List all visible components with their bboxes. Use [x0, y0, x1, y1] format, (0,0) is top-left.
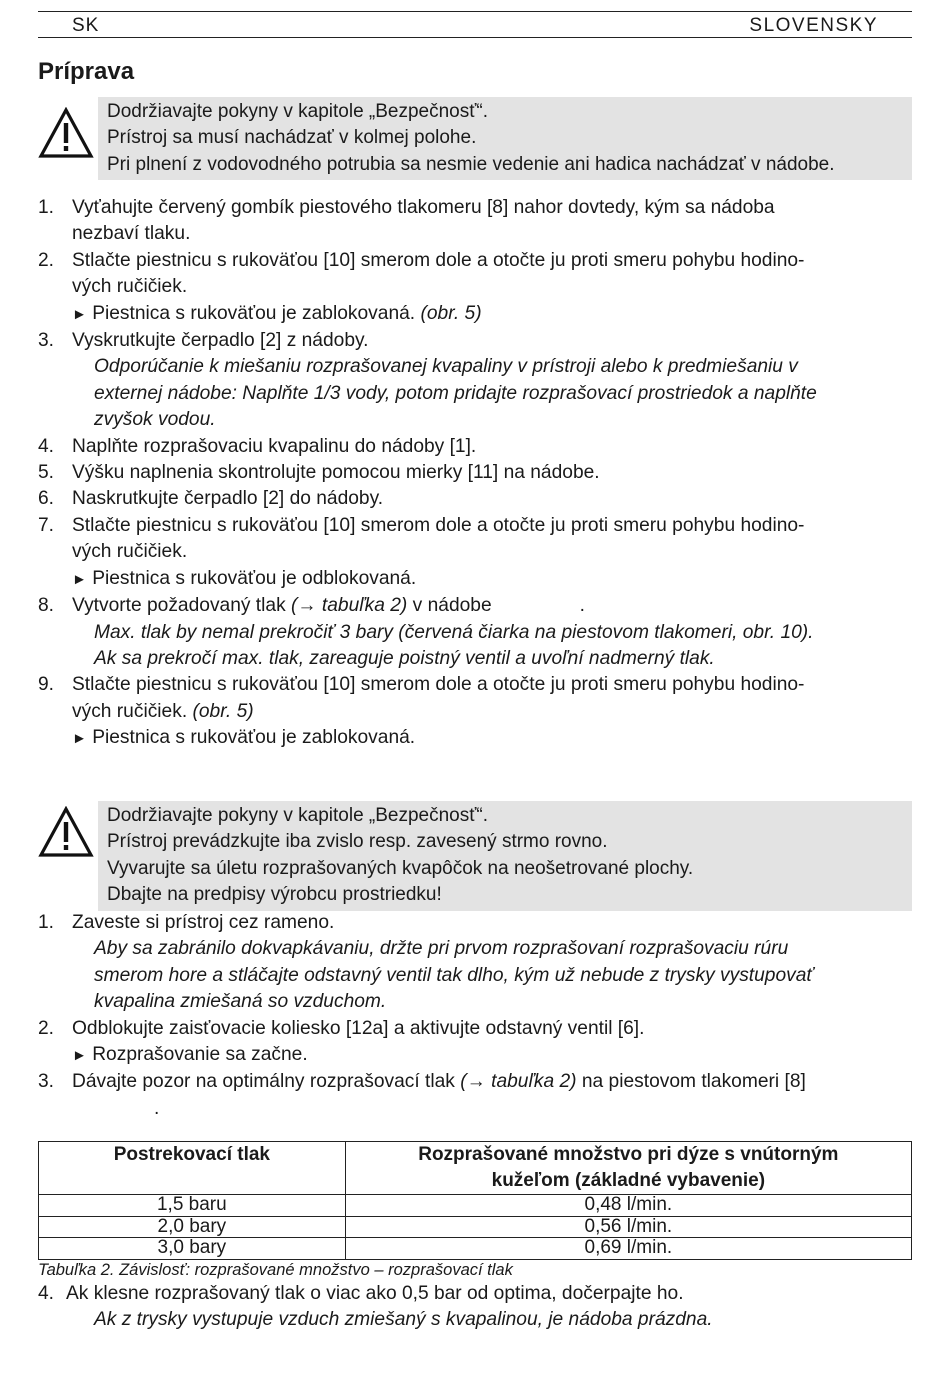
step-number: 8. [38, 595, 55, 617]
note-line: Ak sa prekročí max. tlak, zareaguje poistný ventil a uvoľní nadmerný tlak. [94, 647, 715, 669]
step-result [38, 301, 912, 328]
warning-triangle-icon [38, 107, 94, 159]
cell-amount: 0,69 l/min. [345, 1238, 911, 1260]
cell-pressure: 2,0 bary [39, 1216, 346, 1238]
step-text: Vyskrutkujte čerpadlo [2] z nádoby. [72, 330, 369, 352]
step-note [38, 936, 912, 1015]
step-text: Stlačte piestnicu s rukoväťou [10] smerom dole a otočte ju proti smeru pohybu hodino- [72, 514, 805, 536]
warning-line: Dodržiavajte pokyny v kapitole „Bezpečnosť“. [107, 805, 488, 826]
step-item [38, 513, 912, 566]
table-reference: (→ tabuľka 2) [291, 595, 408, 617]
step-text: Naplňte rozprašovaciu kvapalinu do nádoby [1]. [72, 435, 477, 457]
text-span: vých ručičiek. [72, 700, 188, 722]
step-number: 3. [38, 330, 55, 352]
warning-line: Vyvarujte sa úletu rozprašovaných kvapôčok na neošetrované plochy. [107, 857, 694, 879]
warning-box-preparation [98, 97, 912, 180]
step-item [38, 328, 912, 354]
step-item [38, 460, 912, 486]
text-span: Vytvorte požadovaný tlak [72, 595, 286, 617]
step-item [38, 672, 912, 725]
step-note: Ak z trysky vystupuje vzduch zmiešaný s kvapalinou, je nádoba prázdna. [94, 1309, 713, 1331]
result-text: Piestnica s rukoväťou je odblokovaná. [92, 567, 417, 589]
step-item [38, 593, 912, 619]
result-text: Piestnica s rukoväťou je zablokovaná. [92, 727, 416, 749]
note-line: zvyšok vodou. [94, 409, 216, 431]
step-item [38, 486, 912, 512]
step-text: nezbaví tlaku. [72, 223, 191, 245]
table-header-row [39, 1142, 912, 1195]
step-item [38, 434, 912, 460]
step-note [38, 354, 912, 433]
header-pressure: Postrekovací tlak [39, 1142, 346, 1195]
step-text: Ak klesne rozprašovaný tlak o viac ako 0,5 bar od optima, dočerpajte ho. [66, 1283, 684, 1304]
step-number: 1. [38, 197, 55, 218]
step-number: 7. [38, 514, 55, 536]
result-arrow-icon: ► [72, 730, 87, 748]
table-caption: Tabuľka 2. Závislosť: rozprašované množstvo – rozprašovací tlak [38, 1261, 513, 1279]
step-number: 6. [38, 488, 55, 510]
text-span: Dávajte pozor na optimálny rozprašovací tlak [72, 1071, 455, 1093]
cell-amount: 0,56 l/min. [345, 1216, 911, 1238]
warning-line: Dbajte na predpisy výrobcu prostriedku! [107, 884, 442, 906]
step-number: 5. [38, 462, 55, 484]
warning-line: Pri plnení z vodovodného potrubia sa nesmie vedenie ani hadica nachádzať v nádobe. [107, 153, 835, 175]
header-line: kužeľom (základné vybavenie) [491, 1170, 766, 1191]
note-line: kvapalina zmiešaná so vzduchom. [94, 991, 387, 1013]
final-steps [38, 1281, 912, 1334]
step-result [38, 1042, 912, 1069]
step-text [72, 593, 912, 619]
step-text: Výšku naplnenia skontrolujte pomocou mierky [11] na nádobe. [72, 462, 600, 484]
header-amount [345, 1142, 911, 1195]
step-text: . [154, 1097, 160, 1119]
step-text [72, 1069, 912, 1095]
step-item [38, 1069, 912, 1122]
warning-line: Prístroj sa musí nachádzať v kolmej polohe. [107, 127, 477, 149]
text-span: v nádobe [412, 595, 492, 617]
step-text: Zaveste si prístroj cez rameno. [72, 912, 335, 933]
step-text [72, 699, 912, 725]
step-text: vých ručičiek. [72, 276, 188, 298]
warning-line: Prístroj prevádzkujte iba zvislo resp. zavesený strmo rovno. [107, 831, 608, 853]
table-row [39, 1195, 912, 1217]
spray-rate-table [38, 1141, 912, 1260]
text-span: . [579, 595, 585, 617]
cell-pressure: 1,5 baru [39, 1195, 346, 1217]
result-text: Rozprašovanie sa začne. [92, 1044, 308, 1066]
step-item [38, 1016, 912, 1042]
step-number: 2. [38, 249, 55, 271]
header-rule-top [38, 11, 912, 12]
table-reference: (→ tabuľka 2) [460, 1071, 577, 1093]
table-row [39, 1216, 912, 1238]
note-line: Aby sa zabránilo dokvapkávaniu, držte pri prvom rozprašovaní rozprašovaciu rúru [94, 938, 789, 960]
text-span: na piestovom tlakomeri [8] [581, 1071, 806, 1093]
step-text: Odblokujte zaisťovacie koliesko [12a] a aktivujte odstavný ventil [6]. [72, 1017, 645, 1039]
step-number: 1. [38, 912, 55, 933]
step-number: 4. [38, 435, 55, 457]
header-language-code: SK [72, 15, 100, 36]
note-line: Odporúčanie k miešaniu rozprašovanej kvapaliny v prístroji alebo k predmiešaniu v [94, 356, 798, 378]
step-text: Naskrutkujte čerpadlo [2] do nádoby. [72, 488, 384, 510]
preparation-steps [38, 195, 912, 753]
warning-line: Dodržiavajte pokyny v kapitole „Bezpečnosť“. [107, 101, 488, 122]
step-result [38, 566, 912, 593]
step-text: Vyťahujte červený gombík piestového tlakomeru [8] nahor dovtedy, kým sa nádoba [72, 197, 775, 218]
step-number: 3. [38, 1071, 55, 1093]
table-row [39, 1238, 912, 1260]
note-line: externej nádobe: Naplňte 1/3 vody, potom pridajte rozprašovací prostriedok a naplňte [94, 382, 817, 404]
step-item [38, 195, 912, 248]
result-text: Piestnica s rukoväťou je zablokovaná. [92, 302, 416, 324]
step-result [38, 725, 912, 752]
warning-box-operation [98, 801, 912, 911]
section-title: Príprava [38, 58, 135, 85]
warning-triangle-icon [38, 806, 94, 858]
header-line: Rozprašované množstvo pri dýze s vnútorným [418, 1144, 839, 1165]
step-text: Stlačte piestnicu s rukoväťou [10] smerom dole a otočte ju proti smeru pohybu hodino- [72, 249, 805, 271]
header-rule-bottom [38, 37, 912, 38]
step-number: 9. [38, 674, 55, 696]
operation-steps [38, 910, 912, 1122]
figure-reference: (obr. 5) [420, 302, 482, 324]
step-text: Stlačte piestnicu s rukoväťou [10] smerom dole a otočte ju proti smeru pohybu hodino- [72, 674, 805, 696]
result-arrow-icon: ► [72, 570, 87, 588]
header-language-name: SLOVENSKY [749, 15, 878, 36]
cell-amount: 0,48 l/min. [345, 1195, 911, 1217]
note-line: smerom hore a stláčajte odstavný ventil tak dlho, kým už nebude z trysky vystupovať [94, 964, 814, 986]
figure-reference: (obr. 5) [192, 700, 254, 722]
step-item [38, 1281, 912, 1307]
result-arrow-icon: ► [72, 1047, 87, 1065]
step-item [38, 910, 912, 936]
result-arrow-icon: ► [72, 305, 87, 323]
step-text: vých ručičiek. [72, 541, 188, 563]
step-item [38, 248, 912, 301]
step-note [38, 620, 912, 673]
step-number: 4. [38, 1283, 55, 1304]
step-number: 2. [38, 1017, 55, 1039]
cell-pressure: 3,0 bary [39, 1238, 346, 1260]
note-line: Max. tlak by nemal prekročiť 3 bary (červená čiarka na piestovom tlakomeri, obr. 10). [94, 621, 814, 643]
